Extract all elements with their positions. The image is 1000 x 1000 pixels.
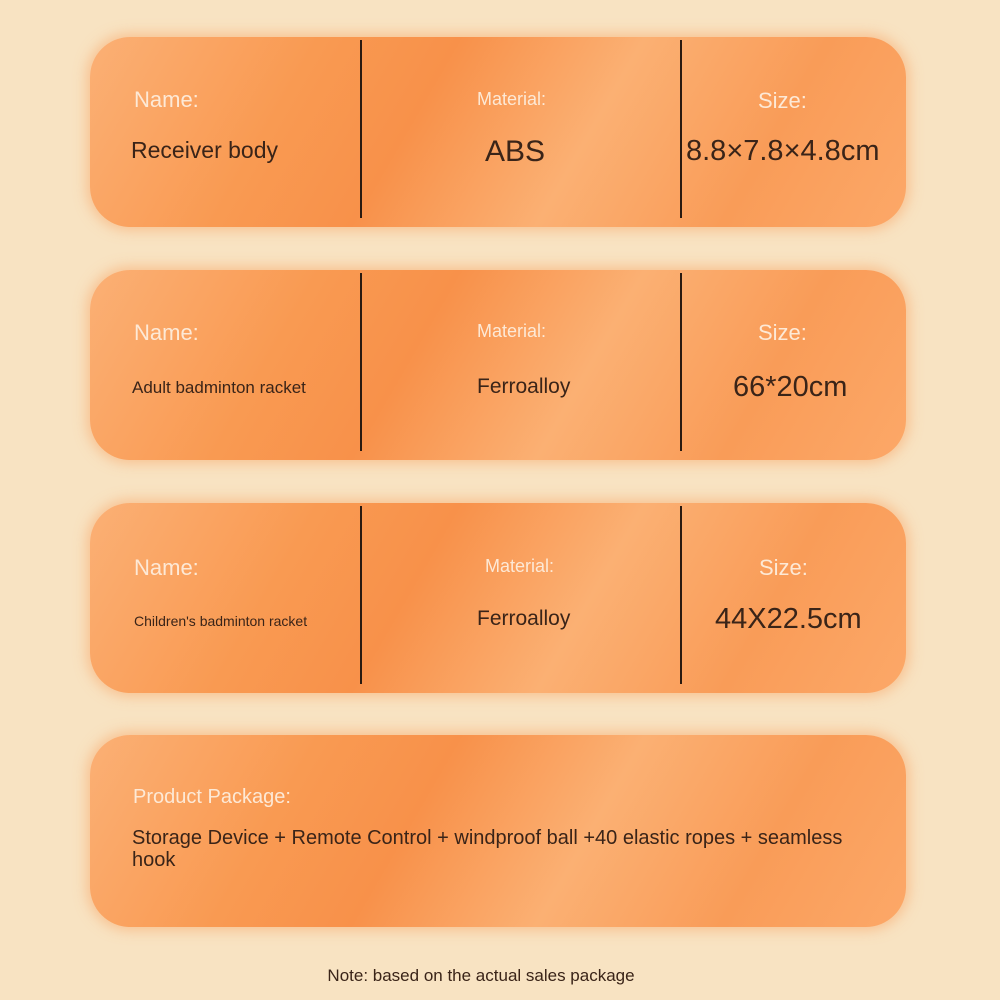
material-label: Material: [477, 89, 547, 109]
name-label: Name: [134, 87, 199, 112]
spec-card-receiver-body [90, 37, 906, 227]
spec-card-children-racket [90, 503, 906, 693]
name-value: Adult badminton racket [132, 378, 306, 397]
size-label: Size: [758, 88, 807, 113]
name-value: Children's badminton racket [134, 613, 308, 629]
name-value: Receiver body [131, 137, 279, 163]
column-divider [680, 40, 682, 218]
package-contents: Storage Device + Remote Control + windproof ball +40 elastic ropes + seamless hook [132, 827, 843, 871]
package-label: Product Package: [133, 786, 291, 808]
material-value: Ferroalloy [477, 607, 571, 630]
material-label: Material: [485, 556, 555, 576]
material-value: ABS [485, 135, 546, 168]
name-label: Name: [134, 320, 199, 345]
column-divider [680, 506, 682, 684]
column-divider [360, 273, 362, 451]
material-value: Ferroalloy [477, 375, 571, 398]
column-divider [360, 40, 362, 218]
spec-card-adult-racket [90, 270, 906, 460]
product-package-card [90, 735, 906, 927]
size-label: Size: [758, 320, 807, 345]
size-label: Size: [759, 555, 808, 580]
size-value: 66*20cm [733, 371, 848, 403]
column-divider [360, 506, 362, 684]
material-label: Material: [477, 321, 547, 341]
column-divider [680, 273, 682, 451]
footnote: Note: based on the actual sales package [327, 966, 635, 985]
name-label: Name: [134, 555, 199, 580]
size-value: 8.8×7.8×4.8cm [686, 135, 880, 167]
size-value: 44X22.5cm [715, 603, 862, 635]
